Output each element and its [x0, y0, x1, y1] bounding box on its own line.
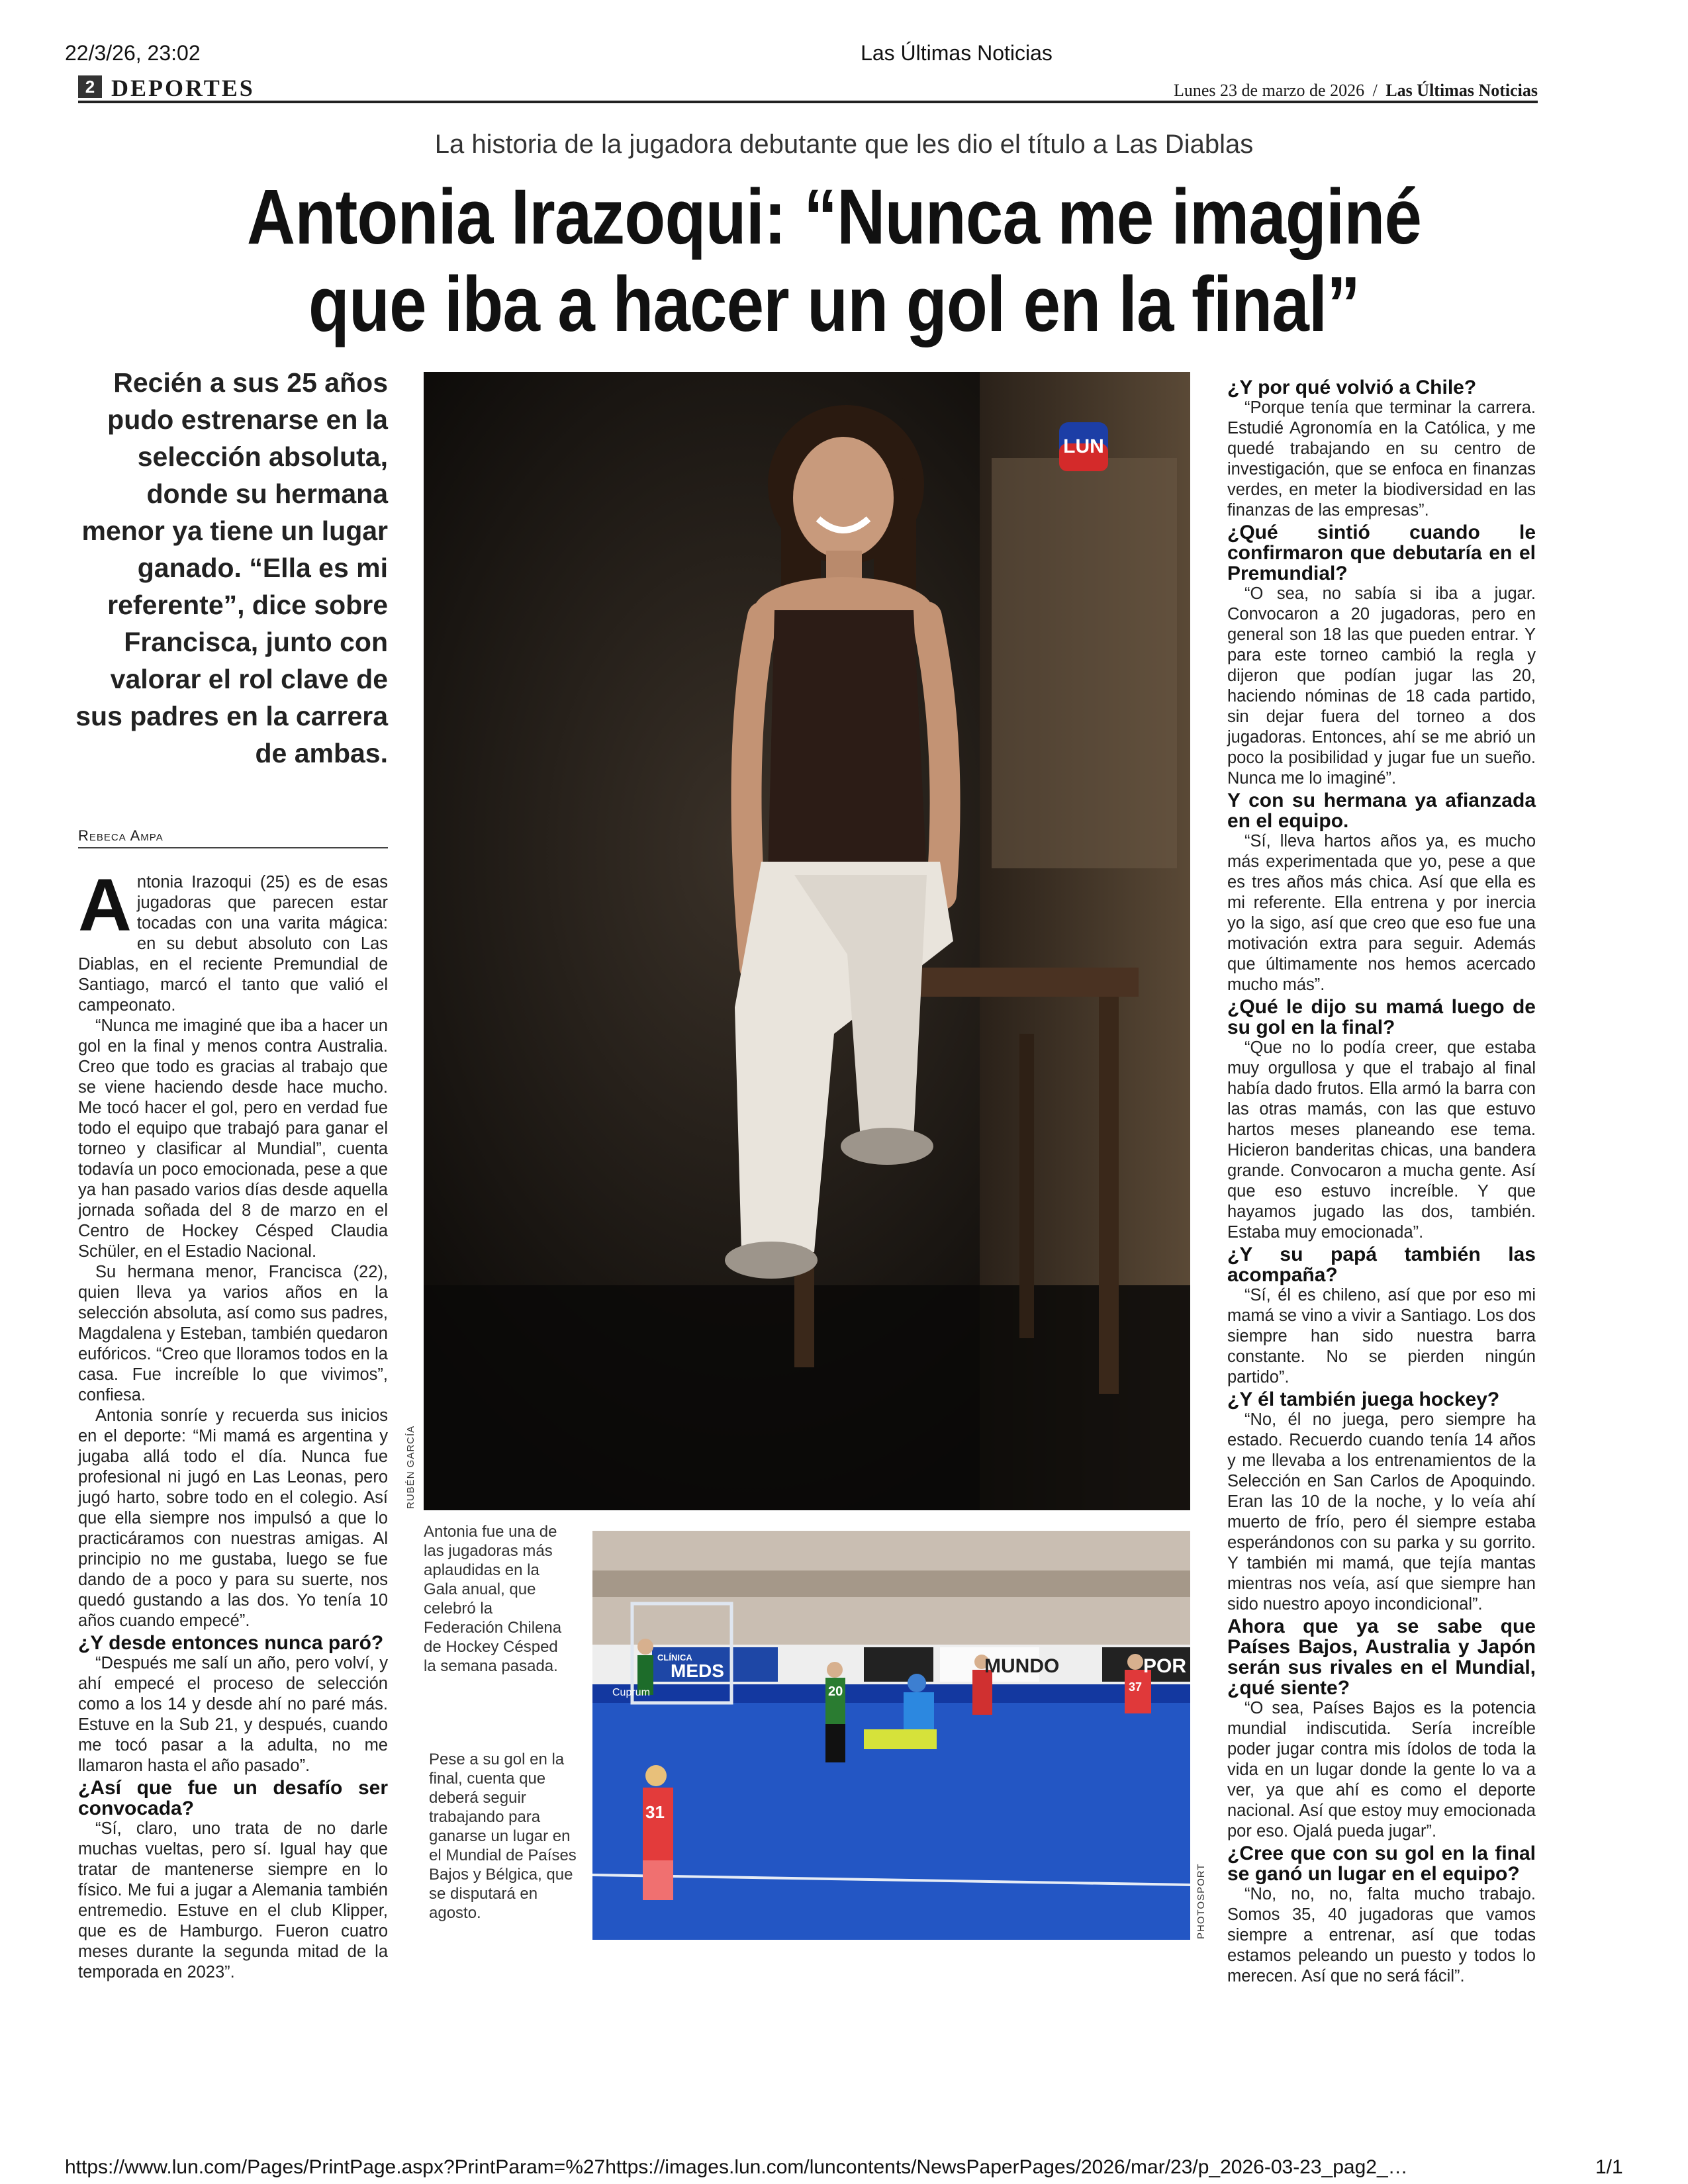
paragraph: Antonia sonríe y recuerda sus inicios en el deporte: “Mi mamá es argentina y jugaba allá todo el día. Nunca fue profesional ni jugó en Las Leonas, pero jugó harto, sobre todo en el colegio. Así que ella siempre nos impulsó a que lo practicáramos con nuestras amigas. Al principio no me gustaba, luego se fue dando de a poco y para su suerte, nos quedó gustando a las dos. Yo tenía 10 años cuando empecé”. [78, 1406, 388, 1630]
answer: “Porque tenía que terminar la carrera. Estudié Agronomía en la Católica, y me quedé trabajando en su centro de investigación, que se enfoca en finanzas verdes, en meter la biodiversidad en las finanzas de las empresas”. [1227, 398, 1536, 520]
print-url: https://www.lun.com/Pages/PrintPage.aspx?PrintParam=%27https://images.lun.com/luncontents/NewsPaperPages/2026/mar/23/p_2026-03-23_pag2_… [65, 2156, 1408, 2178]
hockey-match-illustration [592, 1531, 1190, 1940]
date-separator: / [1372, 81, 1378, 100]
headline-line-2: que iba a hacer un gol en la final” [308, 261, 1360, 348]
question: Ahora que ya se sabe que Países Bajos, Australia y Japón serán sus rivales en el Mundial, ¿qué siente? [1227, 1615, 1536, 1699]
portrait-illustration [424, 372, 1190, 1510]
dateline [1174, 81, 1538, 101]
question: ¿Y él también juega hockey? [1227, 1388, 1500, 1410]
question: ¿Y desde entonces nunca paró? [78, 1632, 384, 1654]
print-site-title: Las Últimas Noticias [861, 41, 1053, 65]
print-datetime: 22/3/26, 23:02 [65, 41, 201, 65]
date-text: Lunes 23 de marzo de 2026 [1174, 81, 1365, 100]
board-text: MUNDO [984, 1655, 1060, 1677]
board-text: MEDS [671, 1661, 724, 1681]
portrait-photo [424, 372, 1190, 1510]
section-bar [78, 74, 1538, 103]
article-kicker: La historia de la jugadora debutante que les dio el título a Las Diablas [434, 130, 1254, 159]
question: ¿Qué sintió cuando le confirmaron que debutaría en el Premundial? [1227, 522, 1536, 584]
photo-credit: PHOTOSPORT [1196, 1863, 1207, 1939]
answer: “Que no lo podía creer, que estaba muy orgullosa y que el trabajo al final había dado frutos. Ella armó la barra con las otras mamás, con las que estuvo hartos meses planeando ese tema. Hicieron banderitas chicas, una bandera grande. Convocaron a mucha gente. Así que eso estuvo increíble. Y que hayamos jugado las dos, también. Estaba muy emocionada”. [1227, 1038, 1536, 1242]
answer: “Sí, lleva hartos años ya, es mucho más experimentada que yo, pese a que es tres años más chica. Así que ella es mi referente. Ella entrena y por inercia yo la sigo, así que creo que eso fue una motivación extra para seguir. Además que últimamente nos hemos acercado mucho más”. [1227, 832, 1536, 994]
jersey-number: 20 [828, 1684, 843, 1699]
lun-logo: LUN [1063, 435, 1104, 457]
article-column-3 [1227, 376, 1536, 1987]
section-name: DEPORTES [111, 75, 255, 101]
action-photo [592, 1531, 1190, 1940]
photo-credit: RUBÉN GARCÍA [405, 1425, 416, 1509]
page-number: 2 [78, 75, 102, 98]
article-headline [185, 173, 1483, 348]
answer: “Sí, claro, uno trata de no darle muchas vueltas, pero sí. Igual hay que tratar de mantenerse siempre en lo físico. Me fui a jugar a Alemania también entremedio. Estuve en el club Klipper, que es de Hamburgo. Fueron cuatro meses durante la segunda mitad de la temporada en 2023”. [78, 1819, 388, 1981]
answer: “No, él no juega, pero siempre ha estado. Recuerdo cuando tenía 14 años y me llevaba a los entrenamientos de la Selección en San Carlos de Apoquindo. Eran las 10 de la noche, y lo veía ahí muerto de frío, pero él siempre estaba esperándonos con su parka y su gorrito. Y también mi mamá, que tejía mantas mientras nos veía, así que siempre han sido nuestro apoyo incondicional”. [1227, 1410, 1536, 1614]
board-text: CLÍNICA [657, 1653, 692, 1662]
headline-line-1: Antonia Irazoqui: “Nunca me imaginé [246, 173, 1422, 261]
paragraph: “Nunca me imaginé que iba a hacer un gol en la final y menos contra Australia. Creo que todo es gracias al trabajo que se viene haciendo desde hace mucho. Me tocó hacer el gol, pero en verdad fue todo el equipo que trabajó para ganar el torneo y clasificar al Mundial”, cuenta todavía un poco emocionada, pese a que ya han pasado varios días desde aquella jornada soñada del 8 de marzo en el Centro de Hockey Césped Claudia Schüler, en el Estadio Nacional. [78, 1017, 388, 1261]
photo-caption: Antonia fue una de las jugadoras más aplaudidas en la Gala anual, que celebró la Federación Chilena de Hockey Césped la semana pasada. [424, 1523, 562, 1675]
answer: “Sí, él es chileno, así que por eso mi mamá se vino a vivir a Santiago. Los dos siempre han sido nuestra barra constante. No se pierden ningún partido”. [1227, 1286, 1536, 1387]
article-dek: Recién a sus 25 años pudo estrenarse en la selección absoluta, donde su hermana menor ya tiene un lugar ganado. “Ella es mi referente”, dice sobre Francisca, junto con valorar el rol clave de sus padres en la carrera de ambas. [75, 367, 388, 768]
print-page-count: 1/1 [1595, 2156, 1623, 2178]
question: ¿Así que fue un desafío ser convocada? [78, 1777, 388, 1819]
jersey-number: 37 [1129, 1680, 1143, 1694]
answer: “Después me salí un año, pero volví, y ahí empecé el proceso de selección como a los 14 y desde ahí no paré más. Estuve en la Sub 21, y después, cuando me tocó pasar a la adulta, no me llamaron hasta el año pasado”. [78, 1654, 388, 1775]
question: ¿Y su papá también las acompaña? [1227, 1244, 1536, 1286]
article-column-1 [78, 864, 388, 1983]
question: ¿Qué le dijo su mamá luego de su gol en la final? [1227, 996, 1536, 1038]
answer: “O sea, Países Bajos es la potencia mundial indiscutida. Sería increíble poder jugar contra mis ídolos de toda la vida en un lugar donde la gente lo va a ver, ya que ahí es como el deporte nacional. Así que estoy muy emocionada por eso. Ojalá pueda jugar”. [1227, 1699, 1536, 1841]
question: Y con su hermana ya afianzada en el equipo. [1227, 790, 1536, 832]
jersey-number: 31 [645, 1802, 665, 1822]
answer: “O sea, no sabía si iba a jugar. Convocaron a 20 jugadoras, pero en general son 18 las que pueden entrar. Y para este torneo cambió la regla y dijeron que podían jugar las 20, haciendo nóminas de 18 cada partido, sin dejar fuera del torneo a dos jugadoras. Entonces, ahí se me abrió un poco la posibilidad y jugar fue un sueño. Nunca me lo imaginé”. [1227, 584, 1536, 788]
answer: “No, no, no, falta mucho trabajo. Somos 35, 40 jugadoras que vamos siempre a entrenar, así que todas estamos peleando un puesto y todos lo merecen. Así que no será fácil”. [1227, 1885, 1536, 1985]
question: ¿Y por qué volvió a Chile? [1227, 377, 1477, 398]
dropcap: A [78, 864, 132, 946]
paragraph: Su hermana menor, Francisca (22), quien lleva ya varios años en la selección absoluta, así como sus padres, Magdalena y Esteban, también quedaron eufóricos. “Creo que lloramos todos en la casa. Fue increíble lo que vivimos”, confiesa. [78, 1263, 388, 1404]
board-text: POR [1143, 1655, 1187, 1677]
question: ¿Cree que con su gol en la final se ganó un lugar en el equipo? [1227, 1843, 1536, 1885]
byline: Rebeca Ampa [78, 827, 388, 848]
board-text: Cuprum [612, 1687, 650, 1698]
paragraph: Antonia Irazoqui (25) es de esas jugadoras que parecen estar tocadas con una varita mágica: en su debut absoluto con Las Diablas, en el reciente Premundial de Santiago, marcó el tanto que valió el campeonato. [78, 864, 388, 1015]
photo-caption: Pese a su gol en la final, cuenta que deberá seguir trabajando para ganarse un lugar en el Mundial de Países Bajos y Bélgica, que se disputará en agosto. [429, 1751, 577, 1922]
paper-name: Las Últimas Noticias [1385, 81, 1538, 100]
